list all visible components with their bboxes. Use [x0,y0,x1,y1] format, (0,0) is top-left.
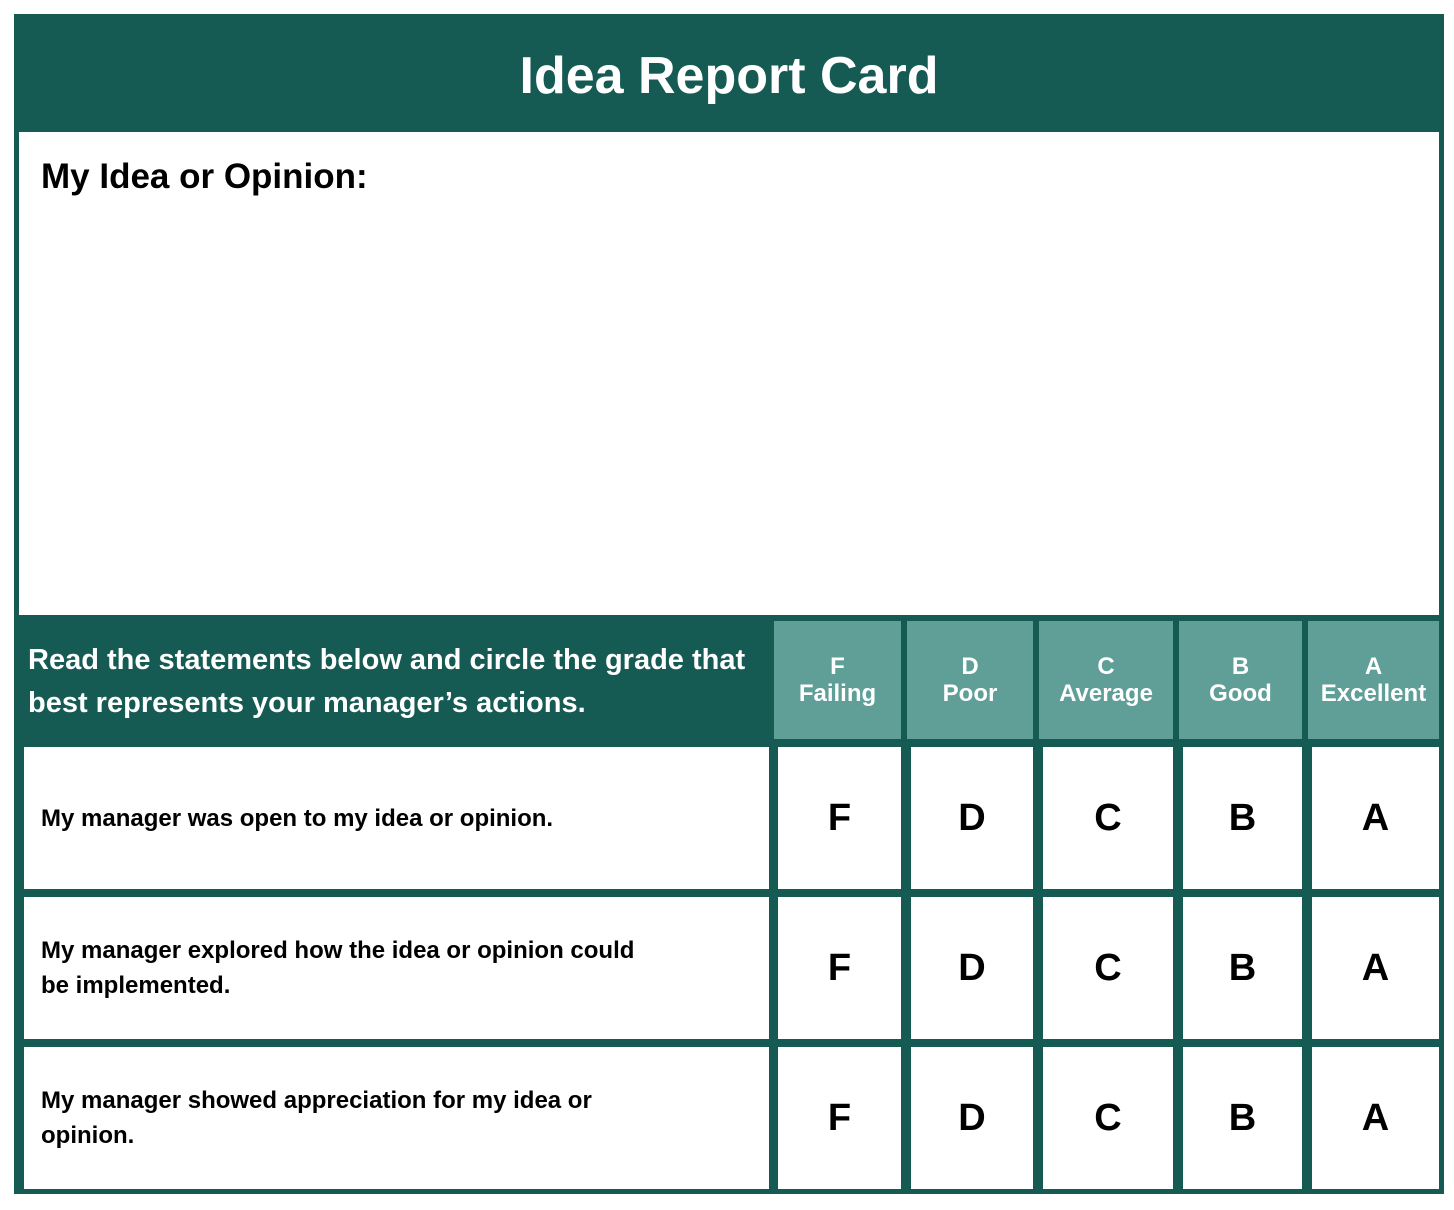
grade-option-c[interactable]: C [1043,1047,1173,1189]
grade-header-c [1039,621,1173,739]
grading-table [19,615,1439,1189]
grade-header-letter: F [830,653,845,680]
statement-text: My manager explored how the idea or opinion could be implemented. [41,937,635,999]
grade-header-f [774,621,901,739]
instructions-text: Read the statements below and circle the grade that best represents your manager’s actions. [19,615,769,745]
grade-header-label: Average [1059,680,1153,707]
statement-cell [24,897,769,1039]
grade-header-label: Failing [798,680,877,707]
grade-option-f[interactable]: F [778,747,901,889]
grade-option-b[interactable]: B [1183,747,1302,889]
grade-option-b[interactable]: B [1183,1047,1302,1189]
grade-header-label: Excellent [1320,680,1427,707]
grade-header-a [1308,621,1439,739]
grade-header-letter: B [1231,653,1250,680]
grade-option-c[interactable]: C [1043,897,1173,1039]
statement-text: My manager was open to my idea or opinion. [41,804,554,832]
grade-option-a[interactable]: A [1312,897,1439,1039]
grade-option-a[interactable]: A [1312,747,1439,889]
grade-option-b[interactable]: B [1183,897,1302,1039]
grade-option-f[interactable]: F [778,1047,901,1189]
grade-option-c[interactable]: C [1043,747,1173,889]
grade-option-f[interactable]: F [778,897,901,1039]
grade-option-d[interactable]: D [911,747,1033,889]
grade-option-d[interactable]: D [911,897,1033,1039]
grade-header-d [907,621,1033,739]
opinion-label: My Idea or Opinion: [41,157,368,196]
grade-header-letter: C [1097,653,1115,680]
report-card [14,14,1444,1194]
page-title: Idea Report Card [19,19,1439,132]
grade-header-letter: D [961,653,979,680]
grade-header-b [1179,621,1302,739]
statement-text: My manager showed appreciation for my idea or opinion. [41,1087,592,1149]
grade-header-label: Poor [942,680,998,707]
opinion-box[interactable] [19,132,1439,615]
grade-header-label: Good [1209,680,1272,707]
grade-header-letter: A [1364,653,1383,680]
grade-option-d[interactable]: D [911,1047,1033,1189]
grade-option-a[interactable]: A [1312,1047,1439,1189]
statement-cell [24,1047,769,1189]
statement-cell [24,747,769,889]
